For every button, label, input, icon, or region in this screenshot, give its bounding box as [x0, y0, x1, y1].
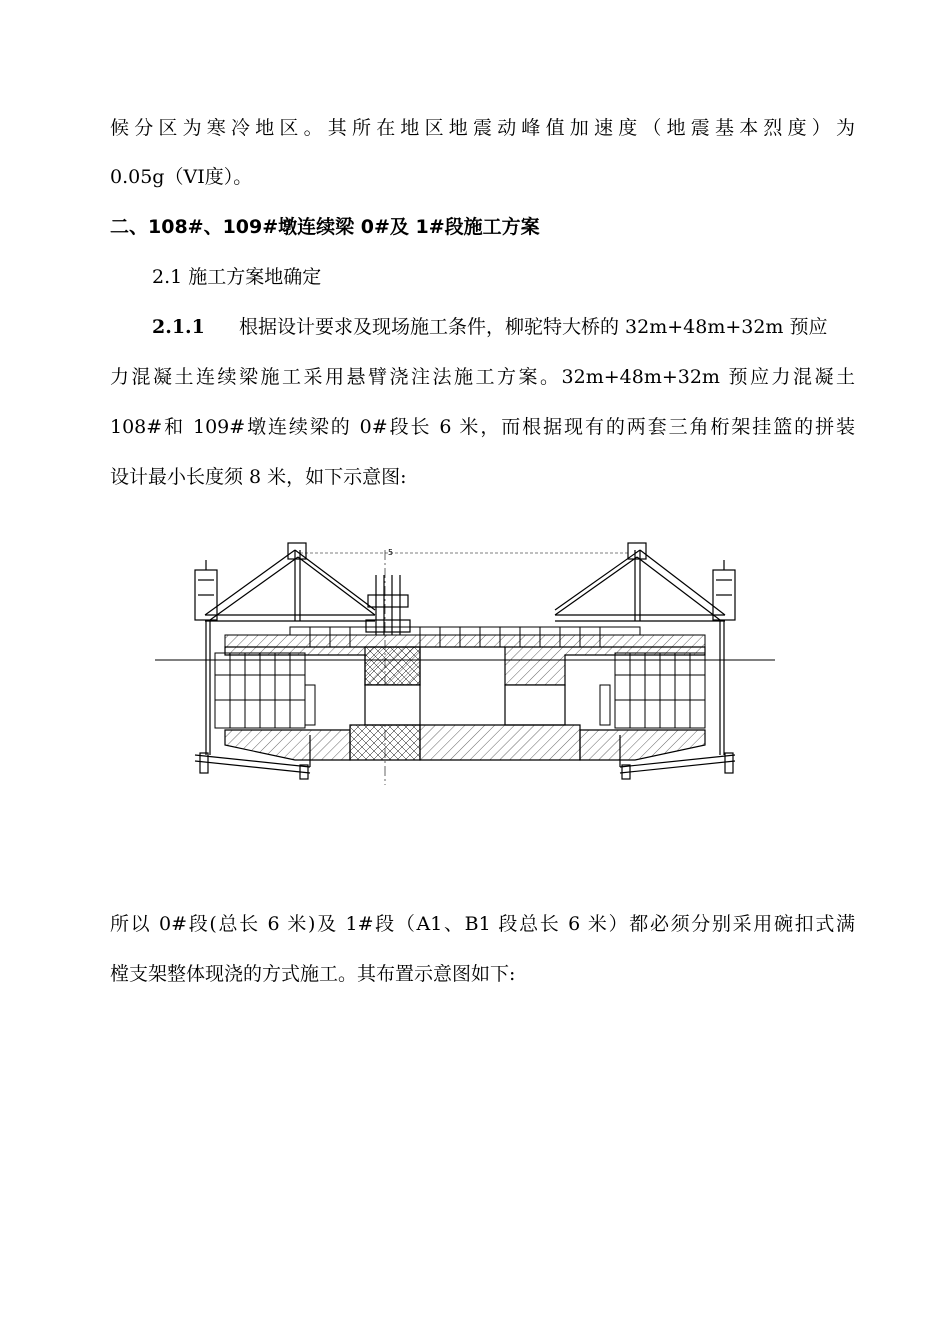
left-formwork [215, 653, 315, 728]
paragraph-2-line-4: 设计最小长度须 8 米，如下示意图: [110, 466, 407, 488]
paragraph-2-line-2: 力混凝土连续梁施工采用悬臂浇注法施工方案。32m+48m+32m 预应力混凝土 [110, 366, 855, 388]
paragraph-3-line-2: 樘支架整体现浇的方式施工。其布置示意图如下: [110, 963, 516, 985]
right-end-post [713, 560, 735, 755]
right-formwork [600, 653, 705, 728]
right-truss [555, 543, 725, 621]
left-truss [205, 543, 375, 621]
left-end-post [195, 560, 217, 755]
paragraph-1-line-2: 0.05g（VI度）。 [110, 166, 253, 188]
box-girder-section [225, 647, 705, 760]
central-jacks [366, 575, 410, 635]
centre-mark: 5 [388, 548, 394, 557]
hanging-basket-diagram [150, 535, 780, 785]
section-heading: 二、108#、109#墩连续梁 0#及 1#段施工方案 [110, 216, 540, 238]
paragraph-2-line-1 [152, 314, 855, 340]
paragraph-2-line-1-text: 根据设计要求及现场施工条件，柳驼特大桥的 32m+48m+32m 预应 [238, 316, 828, 338]
sub-heading: 2.1 施工方案地确定 [152, 266, 322, 288]
paragraph-1-line-1: 候分区为寒冷地区。其所在地区地震动峰值加速度（地震基本烈度）为 [110, 117, 855, 139]
paragraph-3-line-1: 所以 0#段(总长 6 米)及 1#段（A1、B1 段总长 6 米）都必须分别采用碗扣式满 [110, 913, 855, 935]
deck-blocks [225, 627, 705, 647]
clause-number: 2.1.1 [152, 316, 205, 338]
paragraph-2-line-3: 108#和 109#墩连续梁的 0#段长 6 米，而根据现有的两套三角桁架挂篮的拼装 [110, 416, 855, 438]
